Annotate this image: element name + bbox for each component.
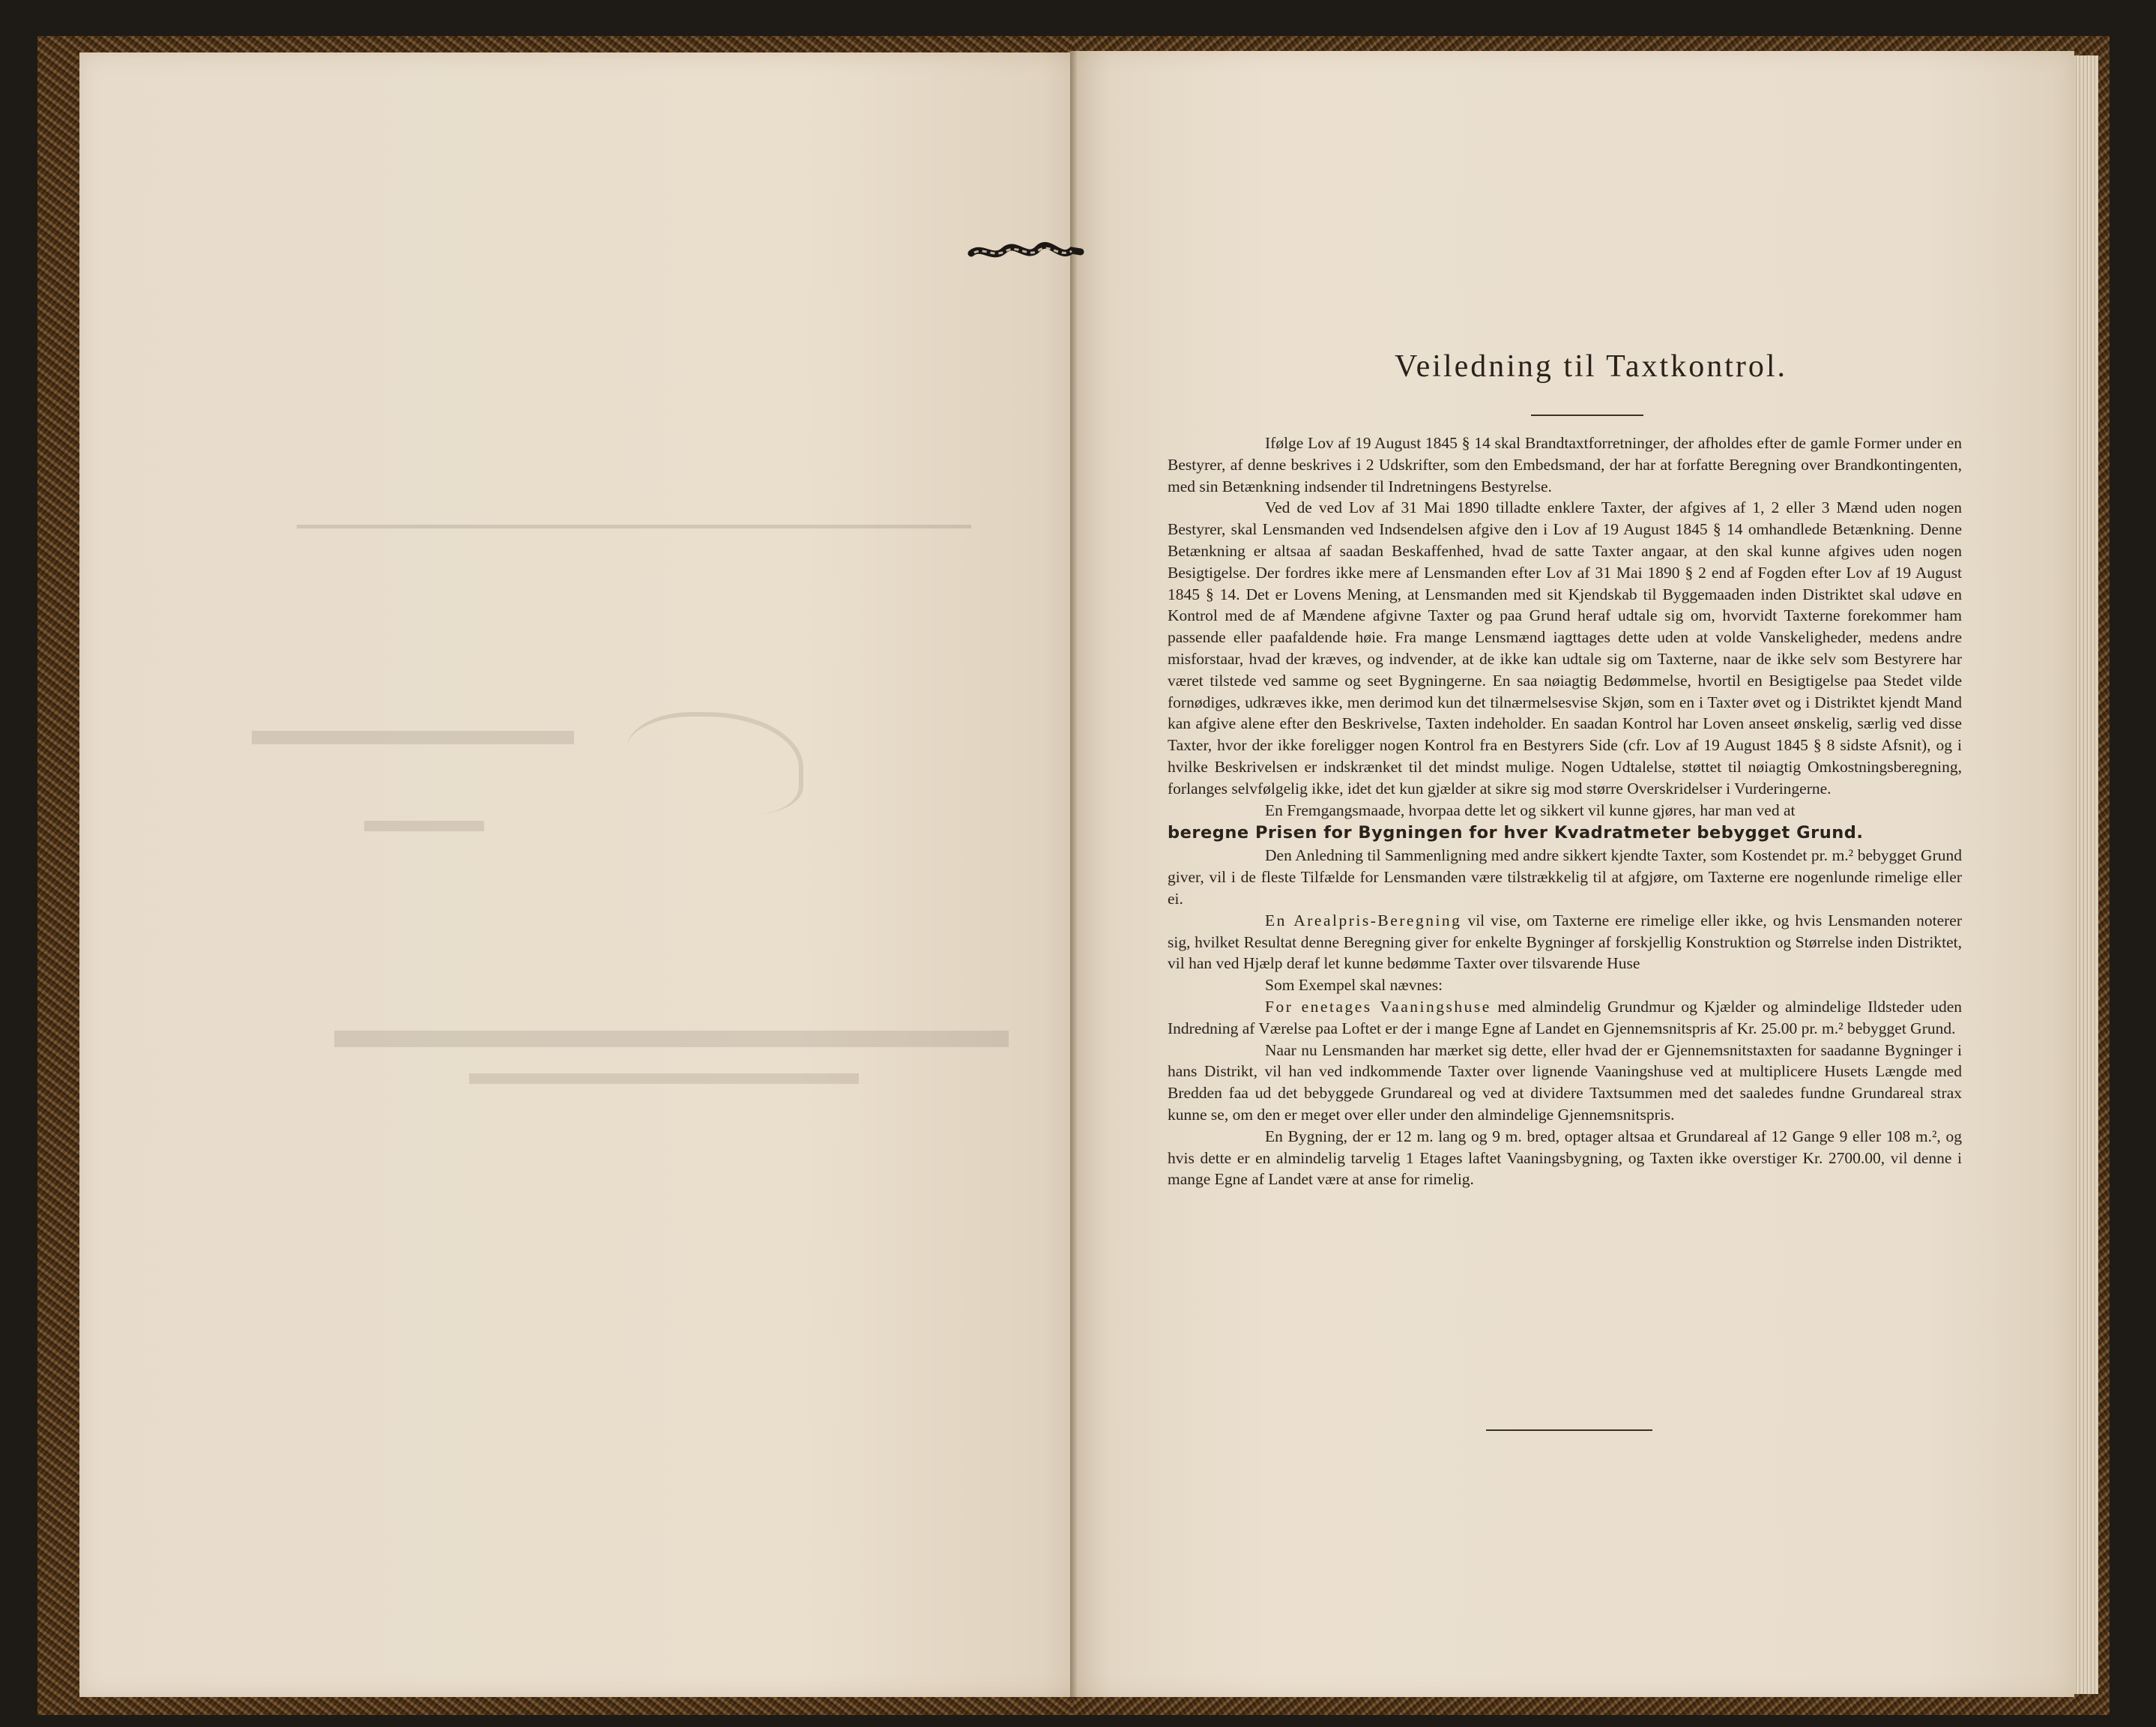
arealpris-term: En Arealpris-Beregning [1265, 911, 1462, 929]
bleed-title-mark [297, 472, 971, 528]
example-term: For enetages Vaaningshuse [1265, 997, 1491, 1016]
bleed-through-text [79, 52, 1106, 1697]
title-rule [1531, 415, 1643, 416]
bleed-signature-mark [626, 712, 803, 814]
bleed-line-mark [334, 1031, 1009, 1047]
paragraph-4: Den Anledning til Sammenligning med andre sikkert kjendte Taxter, som Kostendet pr. m.² bebygget Grund giver, vil i de fleste Tilfælde for Lensmanden være tilstrækkelig til at afgjøre, om Taxterne ere nogenlunde rimelige eller ei. [1168, 846, 1962, 908]
paragraph-5 [1168, 910, 1962, 974]
left-page [79, 52, 1106, 1697]
paragraph-8: En Bygning, der er 12 m. lang og 9 m. bred, optager altsaa et Grundareal af 12 Gange 9 eller 108 m.², og hvis dette er en almindelig tarvelig 1 Etages laftet Vaaningsbygning, og Taxten ikke overstiger Kr. 2700.00, vil denne i mange Egne af Landet være at anse for rimelig. [1168, 1127, 1962, 1189]
example-text: med almindelig Grundmur og Kjælder og almindelige Ildsteder uden Indredning af Værelse paa Loftet er der i mange Egne af Landet en Gjennemsnitspris af Kr. 25.00 pr. m.² bebygget Grund. [1168, 997, 1963, 1037]
guidance-text [1168, 349, 1962, 1190]
gutter-shadow [1070, 51, 1078, 1697]
example-heading: Som Exempel skal nævnes: [1265, 976, 1443, 995]
binding-thread [967, 238, 1087, 267]
bleed-line-mark [469, 1073, 859, 1084]
paragraph-3: En Fremgangsmaade, hvorpaa dette let og sikkert vil kunne gjøres, har man ved at [1265, 801, 1796, 819]
emphasized-method: beregne Prisen for Bygningen for hver Kvadratmeter bebygget Grund. [1168, 823, 1864, 843]
paragraph-6 [1168, 996, 1962, 1040]
paragraph-7: Naar nu Lensmanden har mærket sig dette, eller hvad der er Gjennemsnitstaxten for saadanne Bygninger i hans Distrikt, vil han ved indkommende Taxter over lignende Vaaningshuse ved at multiplicere Husets Længde med Bredden faa ud det bebyggede Grundareal og ved at dividere Taxtsummen med det saaledes fundne Grundareal strax kunne se, om den er meget over eller under den almindelige Gjennemsnitspris. [1168, 1040, 1962, 1124]
paragraph-2: Ved de ved Lov af 31 Mai 1890 tilladte enklere Taxter, der afgives af 1, 2 eller 3 Mænd uden nogen Bestyrer, skal Lensmanden ved Indsendelsen afgive den i Lov af 19 August 1845 § 14 omhandlede Betænkning. Denne Betænkning er altsaa af saadan Beskaffenhed, hvad de satte Taxter angaar, at den skal kunne afgives uden nogen Besigtigelse. Der fordres ikke mere af Lensmanden efter Lov af 31 Mai 1890 § 2 end af Fogden efter Lov af 19 August 1845 § 14. Det er Lovens Mening, at Lensmanden med sit Kjendskab til Byggemaaden inden Distriktet skal udøve en Kontrol med de af Mændene afgivne Taxter og paa Grund heraf udtale sig om, hvorvidt Taxterne forekommer ham passende eller paafaldende høie. Fra mange Lensmænd iagttages dette uden at volde Vanskeligheder, medens andre misforstaar, hvad der kræves, og indvender, at de ikke kan udtale sig om Taxterne, naar de ikke selv som Bestyrere har været tilstede ved sammе og seet Bygningerne. En saa nøiagtig Bedømmelse, hvortil en Besigtigelse paa Stedet vilde fornødiges, udkræves ikke, men derimod kun det tilnærmelsesvise Skjøn, som en i Taxter øvet og i Distriktet kjendt Mand kan afgive alene efter den Beskrivelse, Taxten indeholder. En saadan Kontrol har Loven anseet ønskelig, særlig ved disse Taxter, hvor der ikke foreligger nogen Kontrol fra en Bestyrers Side (cfr. Lov af 19 August 1845 § 8 sidste Afsnit), og i hvilke Beskrivelsen er indskrænket til det mindst mulige. Nogen Udtalelse, støttet til nøiagtig Omkostningsberegning, forlanges selvfølgelig ikke, idet det kun gjælder at sikre sig mod større Overskridelser i Vurderingerne. [1168, 498, 1962, 798]
bleed-line-mark [364, 821, 484, 831]
page-title: Veiledning til Taxtkontrol. [1394, 349, 1788, 384]
paragraph-1: Ifølge Lov af 19 August 1845 § 14 skal Brandtaxtforretninger, der afholdes efter de gamle Former under en Bestyrer, af denne beskrives i 2 Udskrifter, som den Embedsmand, der har at forfatte Beregning over Brandkontingenten, med sin Betænkning indsender til Indretningens Bestyrelse. [1168, 434, 1962, 495]
page-edges [2074, 55, 2098, 1694]
bleed-line-mark [252, 731, 574, 744]
closing-rule [1486, 1429, 1652, 1431]
arealpris-text: vil vise, om Taxterne ere rimelige eller ikke, og hvis Lensmanden noterer sig, hvilket Resultat denne Beregning giver for enkelte Bygninger af forskjellig Konstruktion og Størrelse inden Distriktet, vil han ved Hjælp deraf let kunne bedømme Taxter over tilsvarende Huse [1168, 911, 1962, 973]
